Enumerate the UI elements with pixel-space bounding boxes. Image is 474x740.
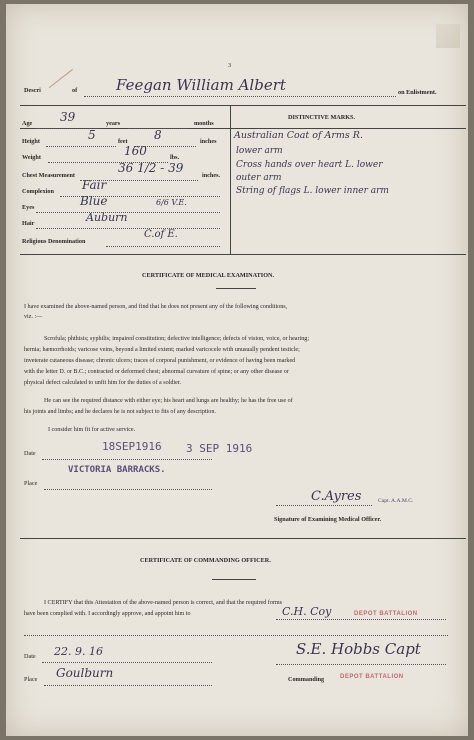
descr-label: Descri [24, 87, 41, 94]
complexion-value: Fair [82, 178, 107, 192]
hair-value: Auburn [86, 211, 128, 224]
marks-line-4: outer arm [236, 173, 282, 183]
table-divider [230, 105, 231, 254]
medical-fit-statement: I consider him fit for active service. [48, 427, 136, 433]
religion-line [106, 246, 220, 247]
commanding-signature: S.E. Hobbs Capt [296, 640, 421, 658]
medical-title-rule [216, 288, 256, 289]
commanding-place-line [44, 685, 212, 686]
appoint-line [276, 619, 446, 620]
commanding-para-2: have been complied with. I accordingly approve, and appoint him to [24, 611, 191, 617]
medical-signature: C.Ayres [311, 489, 362, 504]
lbs-label: lbs. [170, 154, 180, 161]
weight-label: Weight [22, 154, 41, 161]
height-inches: 8 [154, 128, 162, 142]
paper-mark [49, 69, 73, 89]
appoint-stamp: DEPOT BATTALION [354, 611, 418, 617]
eyes-extra: 6/6 V.E. [156, 198, 187, 207]
chest-value: 36 1/2 - 39 [118, 161, 184, 175]
medical-para-2a: He can see the required distance with either eye; his heart and lungs are healthy; he has the free use of [44, 398, 293, 404]
hair-line [36, 228, 220, 229]
complexion-label: Complexion [22, 188, 54, 195]
marks-line-2: lower arm [236, 146, 283, 156]
commanding-para-1: I CERTIFY that this Attestation of the above-named person is correct, and that the required forms [44, 600, 283, 606]
height-line [46, 146, 116, 147]
table-top-rule [20, 105, 466, 106]
medical-place-line [44, 489, 212, 490]
of-label: of [72, 87, 78, 94]
condition-line-3: inveterate cutaneous disease; chronic ulcers; traces of corporal punishment, or evidence of having been marked [24, 358, 296, 364]
height-label: Height [22, 138, 40, 145]
eyes-line [36, 212, 220, 213]
height-feet: 5 [88, 128, 96, 142]
section-rule [20, 538, 466, 539]
religion-label: Religious Denomination [22, 238, 86, 245]
marks-line-3: Cross hands over heart L. lower [236, 160, 383, 170]
condition-line-5: physical defect calculated to unfit him for the duties of a soldier. [24, 380, 182, 386]
condition-line-1: Scrofula; phthisis; syphilis; impaired constitution; defective intelligence; defects of vision, voice, or hearing; [44, 336, 310, 342]
appoint-written: C.H. Coy [282, 605, 332, 618]
commanding-place-label: Place [24, 676, 38, 683]
corner-fold [436, 24, 460, 48]
marks-line-1: Australian Coat of Arms R. [234, 130, 363, 141]
commanding-date-line [42, 662, 212, 663]
commanding-date-written: 22. 9. 16 [54, 645, 103, 658]
eyes-label: Eyes [22, 204, 35, 211]
chest-label: Chest Measurement [22, 172, 75, 179]
religion-value: C.of E. [144, 229, 178, 240]
age-label: Age [22, 120, 33, 127]
inches-label: inches [200, 138, 217, 145]
months-label: months [194, 120, 214, 127]
chest-inches-label: inches. [202, 172, 221, 179]
date-stamp-2: 3 SEP 1916 [186, 442, 253, 455]
medical-sig-rank: Capt. A.A.M.C. [378, 498, 414, 504]
commanding-title: CERTIFICATE OF COMMANDING OFFICER. [140, 557, 271, 564]
medical-intro-1: I have examined the above-named person, and find that he does not present any of the following conditions, [24, 304, 288, 310]
medical-title: CERTIFICATE OF MEDICAL EXAMINATION. [142, 272, 275, 279]
condition-line-2: hernia; hæmorrhoids; varicose veins, beyond a limited extent; marked varicocele with unusually pendent testicle; [24, 347, 300, 353]
hair-label: Hair [22, 220, 35, 227]
date-stamp-1: 18SEP1916 [102, 440, 162, 453]
place-stamp: VICTORIA BARRACKS. [68, 465, 166, 475]
commanding-title-rule [212, 579, 256, 580]
commanding-signature-line [276, 664, 446, 665]
weight-value: 160 [124, 144, 147, 158]
table-bottom-rule [20, 254, 466, 255]
medical-date-line [42, 459, 212, 460]
age-value: 39 [60, 110, 76, 124]
medical-intro-2: viz. :— [24, 314, 43, 320]
commanding-place-written: Goulburn [56, 666, 114, 680]
page-number: 3 [228, 62, 232, 69]
distinctive-marks-title: DISTINCTIVE MARKS. [288, 114, 356, 121]
condition-line-4: with the letter D. or B.C.; contracted or deformed chest; abnormal curvature of spine; or any other disease or [24, 369, 289, 375]
commanding-label: Commanding [288, 676, 325, 683]
marks-line-5: String of flags L. lower inner arm [236, 186, 389, 196]
medical-signature-label: Signature of Examining Medical Officer. [274, 516, 382, 523]
appoint-continuation-line [24, 635, 448, 636]
attestation-page [6, 4, 468, 736]
medical-place-label: Place [24, 480, 38, 487]
commanding-date-label: Date [24, 653, 36, 660]
name-written: Feegan William Albert [116, 76, 286, 94]
eyes-value: Blue [80, 194, 108, 208]
name-line [84, 96, 396, 97]
medical-para-2b: his joints and limbs; and he declares he is not subject to fits of any description. [24, 409, 216, 415]
medical-date-label: Date [24, 450, 36, 457]
feet-label: feet [118, 138, 128, 145]
on-enlistment-label: on Enlistment. [398, 89, 437, 96]
medical-signature-line [276, 505, 372, 506]
commanding-stamp: DEPOT BATTALION [340, 674, 404, 680]
years-label: years [106, 120, 121, 127]
